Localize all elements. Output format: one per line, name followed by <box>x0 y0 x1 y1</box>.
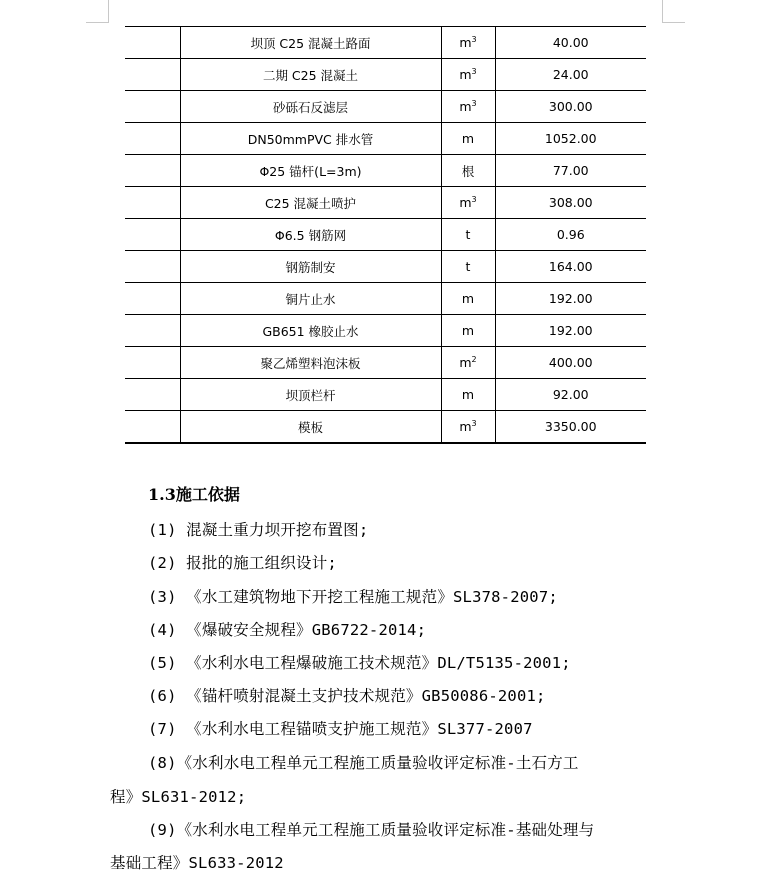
table-row <box>125 411 646 444</box>
unit-cell <box>441 187 495 219</box>
quantity-cell: 192.00 <box>495 283 646 315</box>
table-row <box>125 379 646 411</box>
quantity-cell: 300.00 <box>495 91 646 123</box>
item-name-cell: C25 混凝土喷护 <box>180 187 441 219</box>
item-name-cell: 铜片止水 <box>180 283 441 315</box>
quantity-cell: 192.00 <box>495 315 646 347</box>
row-blank-cell <box>125 315 180 347</box>
row-blank-cell <box>125 347 180 379</box>
basis-item-5: (5) 《水利水电工程爆破施工技术规范》DL/T5135-2001; <box>148 654 571 672</box>
table-row <box>125 155 646 187</box>
row-blank-cell <box>125 59 180 91</box>
quantity-cell: 3350.00 <box>495 411 646 444</box>
unit-text: m <box>459 67 472 83</box>
item-name-cell: Φ6.5 钢筋网 <box>180 219 441 251</box>
unit-cell <box>441 347 495 379</box>
row-blank-cell <box>125 91 180 123</box>
table-row <box>125 27 646 59</box>
unit-cell <box>441 27 495 59</box>
quantity-cell: 77.00 <box>495 155 646 187</box>
item-name-cell: 聚乙烯塑料泡沫板 <box>180 347 441 379</box>
unit-text: m <box>461 131 475 146</box>
section-heading: 1.3施工依据 <box>148 485 240 504</box>
table-row <box>125 91 646 123</box>
table-row <box>125 347 646 379</box>
unit-cell <box>441 155 495 187</box>
quantity-cell: 1052.00 <box>495 123 646 155</box>
row-blank-cell <box>125 155 180 187</box>
table-row <box>125 187 646 219</box>
unit-text: m <box>459 195 472 211</box>
unit-cell <box>441 219 495 251</box>
page-corner-mark-left <box>86 0 109 23</box>
page-corner-mark-right <box>662 0 685 23</box>
unit-superscript: 3 <box>471 194 477 204</box>
unit-superscript: 3 <box>471 34 477 44</box>
unit-superscript: 3 <box>471 98 477 108</box>
basis-item-2: (2) 报批的施工组织设计; <box>148 554 337 572</box>
unit-text: m <box>459 355 472 371</box>
unit-cell <box>441 315 495 347</box>
table-row <box>125 251 646 283</box>
table-row <box>125 123 646 155</box>
item-name-cell: 砂砾石反滤层 <box>180 91 441 123</box>
quantity-table <box>125 26 646 444</box>
basis-item-6: (6) 《锚杆喷射混凝土支护技术规范》GB50086-2001; <box>148 687 546 705</box>
item-name-cell: DN50mmPVC 排水管 <box>180 123 441 155</box>
quantity-cell: 92.00 <box>495 379 646 411</box>
unit-cell <box>441 251 495 283</box>
unit-text: 根 <box>461 163 475 179</box>
table-row <box>125 59 646 91</box>
basis-item-8: (8)《水利水电工程单元工程施工质量验收评定标准-土石方工 <box>148 754 579 772</box>
item-name-cell: 坝顶栏杆 <box>180 379 441 411</box>
unit-cell <box>441 411 495 444</box>
unit-cell <box>441 283 495 315</box>
row-blank-cell <box>125 27 180 59</box>
row-blank-cell <box>125 251 180 283</box>
unit-cell <box>441 379 495 411</box>
item-name-cell: 坝顶 C25 混凝土路面 <box>180 27 441 59</box>
row-blank-cell <box>125 219 180 251</box>
quantity-cell: 0.96 <box>495 219 646 251</box>
table-row <box>125 283 646 315</box>
unit-text: m <box>459 419 472 435</box>
unit-text: m <box>461 387 475 402</box>
row-blank-cell <box>125 411 180 444</box>
unit-cell <box>441 123 495 155</box>
unit-text: t <box>465 259 471 274</box>
basis-item-9-cont: 基础工程》SL633-2012 <box>110 854 284 872</box>
unit-superscript: 3 <box>471 418 477 428</box>
item-name-cell: 钢筋制安 <box>180 251 441 283</box>
unit-superscript: 2 <box>471 354 477 364</box>
basis-item-7: (7) 《水利水电工程锚喷支护施工规范》SL377-2007 <box>148 720 533 738</box>
unit-text: m <box>461 323 475 338</box>
unit-cell <box>441 59 495 91</box>
basis-item-1: (1) 混凝土重力坝开挖布置图; <box>148 521 369 539</box>
basis-item-9: (9)《水利水电工程单元工程施工质量验收评定标准-基础处理与 <box>148 821 595 839</box>
item-name-cell: 二期 C25 混凝土 <box>180 59 441 91</box>
unit-text: t <box>465 227 471 242</box>
item-name-cell: GB651 橡胶止水 <box>180 315 441 347</box>
quantity-cell: 24.00 <box>495 59 646 91</box>
unit-cell <box>441 91 495 123</box>
item-name-cell: 模板 <box>180 411 441 444</box>
basis-item-4: (4) 《爆破安全规程》GB6722-2014; <box>148 621 427 639</box>
table-row <box>125 315 646 347</box>
row-blank-cell <box>125 283 180 315</box>
quantity-cell: 40.00 <box>495 27 646 59</box>
unit-text: m <box>461 291 475 306</box>
unit-superscript: 3 <box>471 66 477 76</box>
unit-text: m <box>459 99 472 115</box>
item-name-cell: Φ25 锚杆(L=3m) <box>180 155 441 187</box>
row-blank-cell <box>125 123 180 155</box>
basis-item-3: (3) 《水工建筑物地下开挖工程施工规范》SL378-2007; <box>148 588 558 606</box>
quantity-cell: 164.00 <box>495 251 646 283</box>
row-blank-cell <box>125 379 180 411</box>
quantity-cell: 400.00 <box>495 347 646 379</box>
row-blank-cell <box>125 187 180 219</box>
quantity-cell: 308.00 <box>495 187 646 219</box>
unit-text: m <box>459 35 472 51</box>
table-row <box>125 219 646 251</box>
basis-item-8-cont: 程》SL631-2012; <box>110 788 247 806</box>
